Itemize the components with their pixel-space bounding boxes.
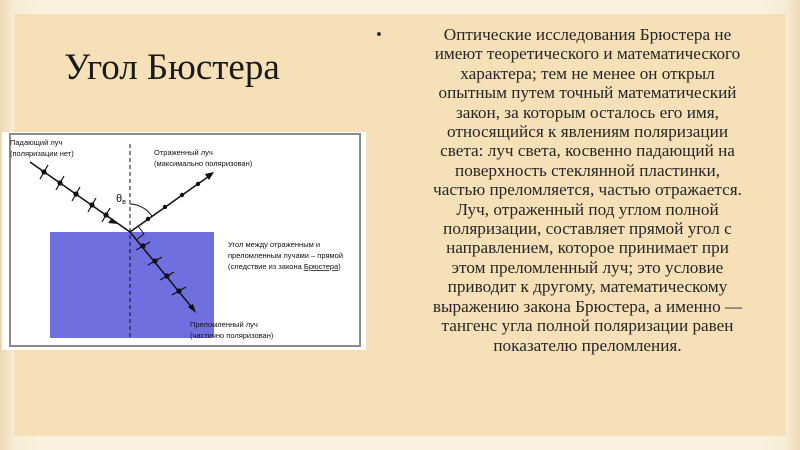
body-line: опытным путем точный математический bbox=[438, 83, 737, 103]
reflected-sublabel: (максимально поляризован) bbox=[154, 159, 253, 168]
angle-note-line1: Угол между отраженным и bbox=[228, 240, 321, 249]
body-line: этом преломленный луч; это условие bbox=[451, 257, 724, 277]
incident-sublabel: (поляризации нет) bbox=[10, 149, 74, 158]
slide-title: Угол Бюстера bbox=[64, 47, 280, 88]
bullet-marker: • bbox=[376, 25, 382, 44]
body-line: выражению закона Брюстера, а именно — bbox=[432, 296, 743, 316]
incident-label: Падающий луч bbox=[10, 138, 63, 147]
body-line: закон, за которым осталось его имя, bbox=[456, 102, 719, 122]
body-line: характера; тем не менее он открыл bbox=[460, 63, 715, 83]
body-line: поверхность стеклянной пластинки, bbox=[455, 160, 720, 180]
body-line: частью преломляется, частью отражается. bbox=[433, 180, 742, 200]
reflected-label: Отраженный луч bbox=[154, 148, 213, 157]
body-line: Оптические исследования Брюстера не bbox=[443, 25, 732, 44]
refracted-sublabel: (частично поляризован) bbox=[190, 331, 274, 340]
body-line: поляризации, составляет прямой угол с bbox=[443, 219, 732, 239]
body-line: Луч, отраженный под углом полной bbox=[456, 199, 719, 219]
body-line: света: луч света, косвенно падающий на bbox=[440, 141, 735, 161]
angle-note-line3: (следствие из закона Брюстера) bbox=[228, 262, 341, 271]
angle-note-line2: преломленным лучами – прямой bbox=[228, 251, 344, 260]
body-paragraph bbox=[390, 25, 785, 355]
refracted-label: Преломленный луч bbox=[190, 320, 258, 329]
brewster-link: Брюстера bbox=[303, 262, 339, 271]
body-line: тангенс угла полной поляризации равен bbox=[441, 316, 734, 336]
body-line: приводит к другому, математическому bbox=[447, 277, 728, 297]
body-line: имеют теоретического и математического bbox=[434, 44, 741, 64]
body-line: направлением, которое принимает при bbox=[446, 238, 729, 258]
diagram-svg bbox=[2, 132, 366, 350]
body-line: показателю преломления. bbox=[493, 335, 682, 355]
body-line: относящийся к явлениям поляризации bbox=[446, 122, 729, 142]
brewster-diagram bbox=[2, 132, 366, 350]
angle-symbol: θв bbox=[116, 193, 126, 206]
